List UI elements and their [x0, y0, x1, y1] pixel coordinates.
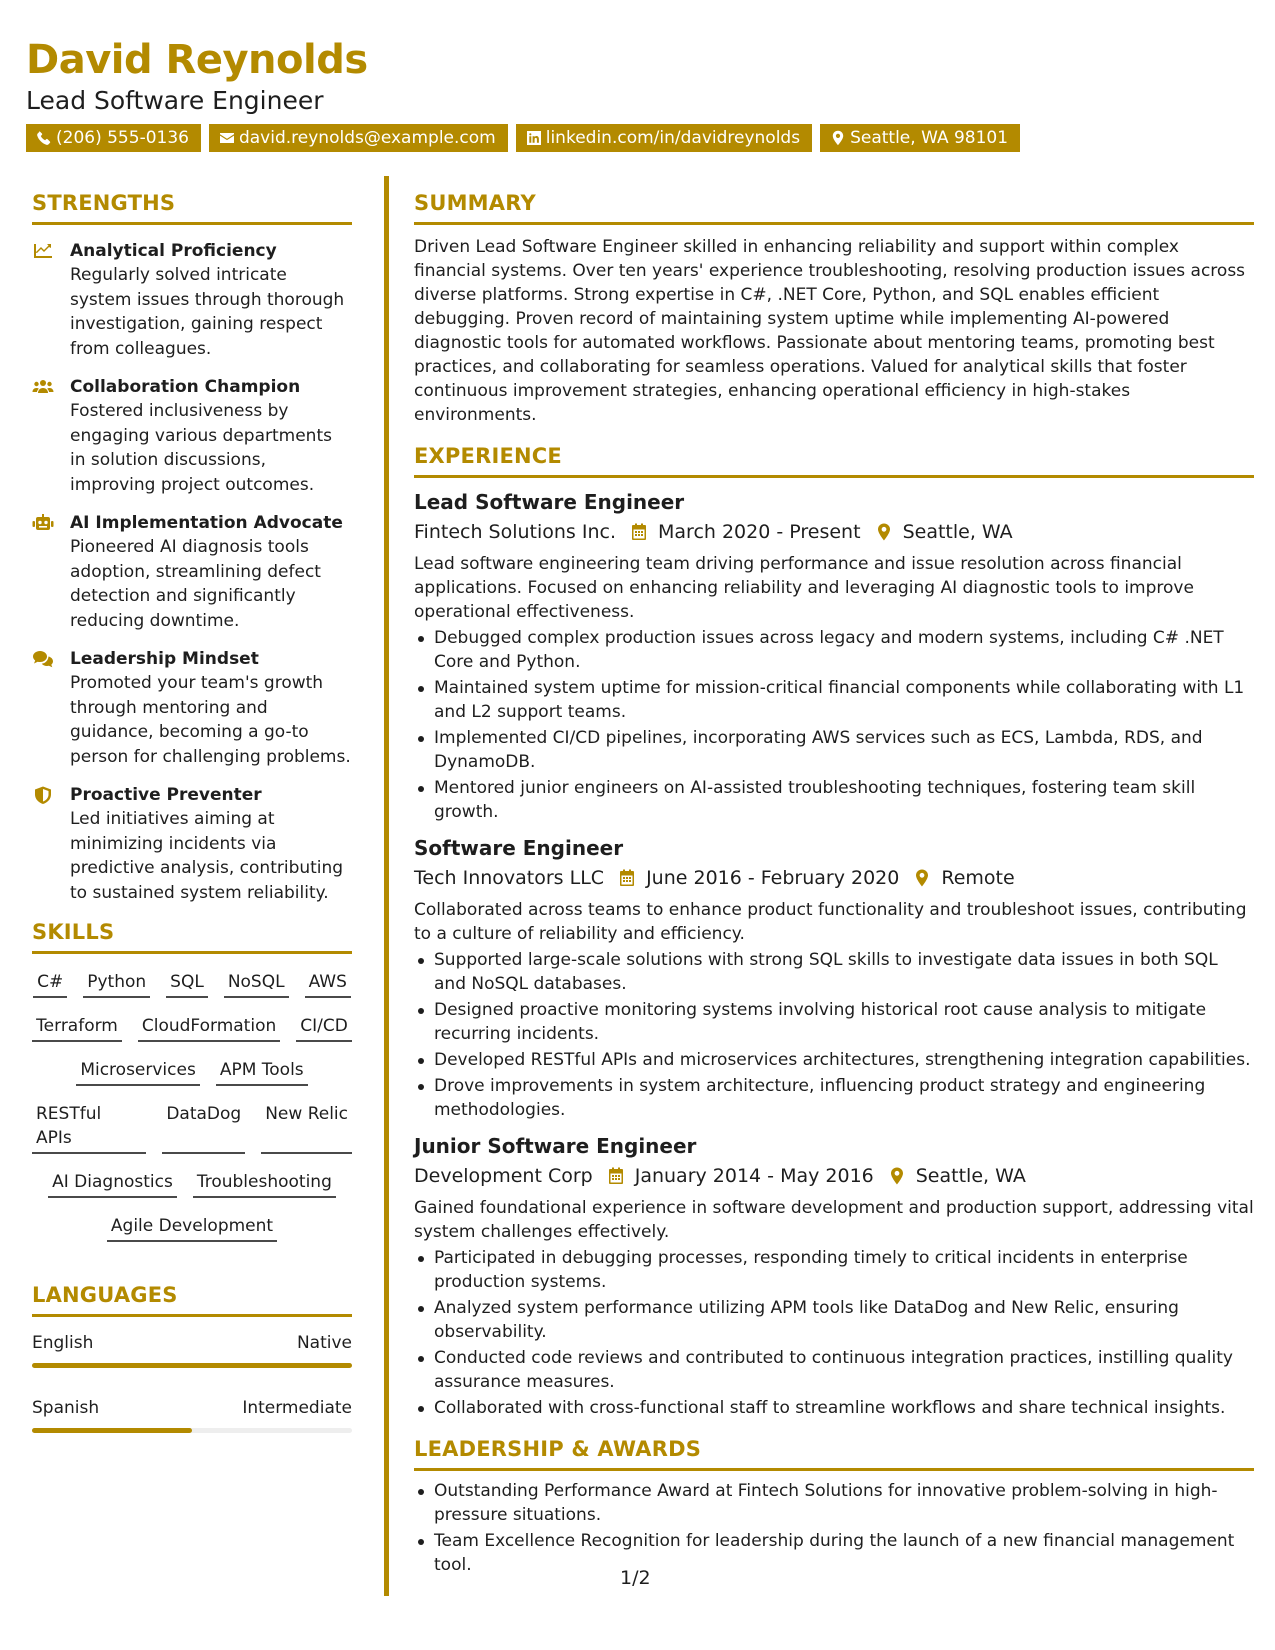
job-dates: January 2014 - May 2016 [634, 1165, 874, 1187]
left-column [32, 190, 352, 1461]
strength-title: Analytical Proficiency [70, 241, 277, 261]
job-location: Remote [941, 867, 1015, 889]
candidate-title: Lead Software Engineer [26, 86, 324, 115]
skill-tag: DataDog [162, 1102, 245, 1154]
summary-text: Driven Lead Software Engineer skilled in enhancing reliability and support within complex financial systems. Over ten years' experience troubleshooting, resolving production issues across diverse platforms. Strong expertise in C#, .NET Core, Python, and SQL enables efficient debugging. Proven record of maintaining system uptime while implementing AI-powered diagnostic tools for automated workflows. Passionate about mentoring teams, promoting best practices, and collaborating for seamless operations. Valued for analytical skills that foster continuous improvement strategies, enhancing operational efficiency in high-stakes environments. [414, 237, 1246, 425]
location-pin-icon [830, 130, 846, 146]
location-pin-icon [875, 523, 893, 541]
language-level: Native [296, 1333, 352, 1353]
skill-tag: Python [83, 970, 150, 998]
job-bullet: Implemented CI/CD pipelines, incorporating AWS services such as ECS, Lambda, RDS, and DynamoDB. [414, 726, 1254, 774]
job-description: Collaborated across teams to enhance product functionality and troubleshoot issues, contributing to a culture of reliability and efficiency. [414, 900, 1247, 944]
skill-tag: Troubleshooting [193, 1170, 336, 1198]
robot-icon [32, 514, 54, 532]
skill-row [32, 970, 352, 998]
contact-location-text: Seattle, WA 98101 [850, 128, 1009, 148]
line-chart-icon [32, 242, 54, 260]
strength-item [32, 239, 352, 361]
job-bullet: Conducted code reviews and contributed to continuous integration practices, instilling quality assurance measures. [414, 1346, 1254, 1394]
calendar-icon [607, 1167, 625, 1185]
language-item [32, 1396, 352, 1433]
skill-tag: Agile Development [107, 1214, 277, 1242]
award-bullet: Team Excellence Recognition for leadership during the launch of a new financial management tool. [414, 1529, 1254, 1577]
language-level: Intermediate [242, 1398, 352, 1418]
job-entry [414, 834, 1254, 1122]
job-title: Software Engineer [414, 836, 624, 860]
job-bullet: Designed proactive monitoring systems involving historical root cause analysis to mitigate recurring incidents. [414, 998, 1254, 1046]
candidate-name: David Reynolds [26, 37, 368, 83]
strengths-list [32, 239, 352, 905]
job-bullets [414, 1246, 1254, 1420]
job-title: Junior Software Engineer [414, 1134, 697, 1158]
contact-email[interactable] [209, 124, 508, 152]
envelope-icon [219, 130, 235, 146]
skill-row [32, 1102, 352, 1154]
skill-row [32, 1170, 352, 1198]
users-icon [32, 378, 54, 396]
awards-heading: LEADERSHIP & AWARDS [414, 1436, 1254, 1471]
job-bullets [414, 626, 1254, 824]
strengths-heading: STRENGTHS [32, 190, 352, 225]
skill-row [32, 1214, 352, 1242]
job-description: Gained foundational experience in software development and production support, addressing vital system challenges effectively. [414, 1198, 1254, 1242]
job-company: Development Corp [414, 1165, 593, 1187]
comments-icon [32, 650, 54, 668]
contact-phone[interactable] [26, 124, 201, 152]
skill-tag: New Relic [261, 1102, 352, 1154]
skill-tag: NoSQL [224, 970, 289, 998]
job-company: Tech Innovators LLC [414, 867, 605, 889]
contact-linkedin[interactable] [516, 124, 812, 152]
contact-email-text: david.reynolds@example.com [238, 128, 496, 148]
job-bullets [414, 948, 1254, 1122]
awards-list [414, 1479, 1254, 1577]
language-name: Spanish [32, 1398, 100, 1418]
skill-tag: Microservices [76, 1058, 200, 1086]
calendar-icon [630, 523, 648, 541]
location-pin-icon [888, 1167, 906, 1185]
experience-heading: EXPERIENCE [414, 443, 1254, 478]
job-entry [414, 1132, 1254, 1420]
skill-tag: C# [33, 970, 67, 998]
page-number: 1/2 [620, 1567, 651, 1589]
skills-list [32, 970, 352, 1242]
strength-item [32, 783, 352, 905]
skill-tag: RESTful APIs [32, 1102, 146, 1154]
language-proficiency-bar [32, 1363, 352, 1368]
language-name: English [32, 1333, 94, 1353]
languages-heading: LANGUAGES [32, 1282, 352, 1317]
location-pin-icon [913, 869, 931, 887]
strength-title: Leadership Mindset [70, 649, 259, 669]
skill-row [32, 1058, 352, 1086]
calendar-icon [618, 869, 636, 887]
resume-header [26, 36, 1020, 152]
skill-tag: SQL [166, 970, 208, 998]
job-location: Seattle, WA [915, 1165, 1026, 1187]
job-bullet: Participated in debugging processes, responding timely to critical incidents in enterprise production systems. [414, 1246, 1254, 1294]
skill-row [32, 1014, 352, 1042]
linkedin-icon [526, 130, 542, 146]
job-entry [414, 488, 1254, 824]
contact-phone-text: (206) 555-0136 [56, 128, 189, 148]
language-proficiency-bar [32, 1428, 352, 1433]
job-bullet: Mentored junior engineers on AI-assisted troubleshooting techniques, fostering team skill growth. [414, 776, 1254, 824]
skill-tag: CloudFormation [138, 1014, 280, 1042]
job-dates: March 2020 - Present [658, 521, 861, 543]
award-bullet: Outstanding Performance Award at Fintech Solutions for innovative problem-solving in high-pressure situations. [414, 1479, 1254, 1527]
strength-item [32, 647, 352, 769]
strength-item [32, 375, 352, 497]
language-item [32, 1331, 352, 1368]
column-divider [384, 176, 389, 1596]
strength-item [32, 511, 352, 633]
contact-location [820, 124, 1020, 152]
contact-bar [26, 124, 1020, 152]
shield-icon [32, 786, 54, 804]
job-bullet: Maintained system uptime for mission-critical financial components while collaborating with L1 and L2 support teams. [414, 676, 1254, 724]
strength-desc: Led initiatives aiming at minimizing incidents via predictive analysis, contributing to sustained system reliability. [70, 809, 344, 903]
skill-tag: APM Tools [216, 1058, 308, 1086]
job-location: Seattle, WA [902, 521, 1013, 543]
strength-title: Collaboration Champion [70, 377, 301, 397]
skill-tag: CI/CD [296, 1014, 352, 1042]
strength-desc: Promoted your team's growth through mentoring and guidance, becoming a go-to person for challenging problems. [70, 673, 351, 767]
right-column [414, 190, 1254, 1579]
job-bullet: Analyzed system performance utilizing APM tools like DataDog and New Relic, ensuring observability. [414, 1296, 1254, 1344]
phone-icon [36, 130, 52, 146]
job-bullet: Debugged complex production issues across legacy and modern systems, including C# .NET Core and Python. [414, 626, 1254, 674]
strength-title: Proactive Preventer [70, 785, 262, 805]
skill-tag: AI Diagnostics [48, 1170, 177, 1198]
job-description: Lead software engineering team driving performance and issue resolution across financial applications. Focused on enhancing reliability and leveraging AI diagnostic tools to improve operational effectiveness. [414, 554, 1194, 622]
job-meta [414, 518, 1254, 546]
strength-title: AI Implementation Advocate [70, 513, 343, 533]
skill-tag: Terraform [32, 1014, 122, 1042]
job-bullet: Collaborated with cross-functional staff to streamline workflows and share technical insights. [414, 1396, 1254, 1420]
job-bullet: Developed RESTful APIs and microservices architectures, strengthening integration capabilities. [414, 1048, 1254, 1072]
contact-linkedin-text: linkedin.com/in/davidreynolds [545, 128, 801, 148]
strength-desc: Regularly solved intricate system issues through thorough investigation, gaining respect from colleagues. [70, 265, 345, 359]
languages-list [32, 1331, 352, 1433]
job-meta [414, 1162, 1254, 1190]
skill-tag: AWS [305, 970, 351, 998]
job-company: Fintech Solutions Inc. [414, 521, 617, 543]
job-dates: June 2016 - February 2020 [646, 867, 900, 889]
strength-desc: Pioneered AI diagnosis tools adoption, streamlining defect detection and significantly reducing downtime. [70, 537, 321, 631]
job-meta [414, 864, 1254, 892]
job-bullet: Drove improvements in system architecture, influencing product strategy and engineering methodologies. [414, 1074, 1254, 1122]
job-title: Lead Software Engineer [414, 490, 685, 514]
strength-desc: Fostered inclusiveness by engaging various departments in solution discussions, improving project outcomes. [70, 401, 332, 495]
job-bullet: Supported large-scale solutions with strong SQL skills to investigate data issues in both SQL and NoSQL databases. [414, 948, 1254, 996]
language-proficiency-fill [32, 1428, 192, 1433]
summary-heading: SUMMARY [414, 190, 1254, 225]
skills-heading: SKILLS [32, 919, 352, 954]
language-proficiency-fill [32, 1363, 352, 1368]
